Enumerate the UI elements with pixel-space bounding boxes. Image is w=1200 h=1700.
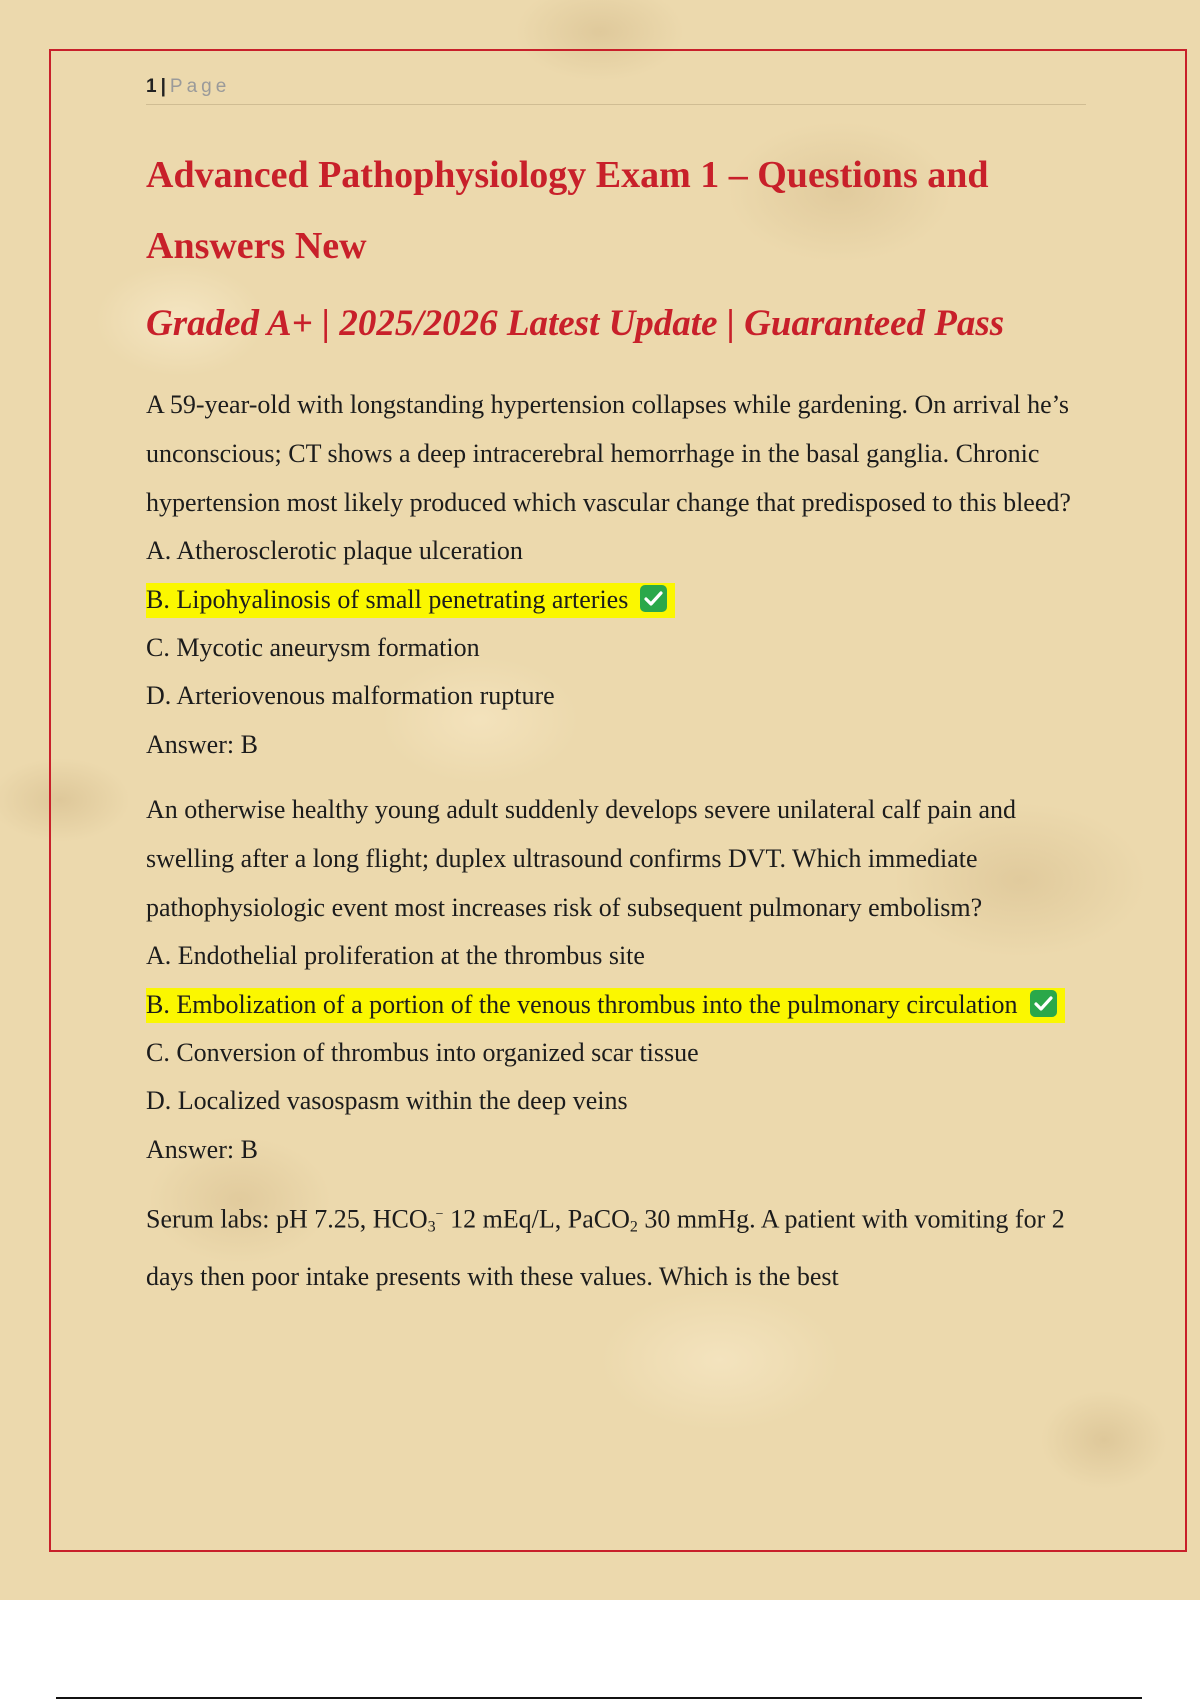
option-a <box>146 932 1096 980</box>
question-3 <box>146 1190 1096 1301</box>
question-stem <box>146 1190 1096 1301</box>
option-text: C. Mycotic aneurysm formation <box>146 633 480 662</box>
check-icon <box>640 585 667 612</box>
option-a <box>146 527 1096 575</box>
superscript: − <box>435 1207 444 1222</box>
option-c <box>146 1029 1096 1077</box>
page-separator: | <box>160 76 166 97</box>
option-text: A. Atherosclerotic plaque ulceration <box>146 536 523 565</box>
stem-text: 12 mEq/L, PaCO <box>443 1204 630 1234</box>
question-2 <box>146 785 1096 1174</box>
highlighted-option <box>146 583 675 618</box>
subscript: 3 <box>427 1218 436 1236</box>
stem-text: Serum labs: pH 7.25, HCO <box>146 1204 428 1234</box>
check-icon <box>1030 990 1057 1017</box>
option-text: B. Embolization of a portion of the venous thrombus into the pulmonary circulation <box>146 990 1018 1019</box>
option-c <box>146 624 1096 672</box>
answer-line: Answer: B <box>146 1135 258 1164</box>
subscript: 2 <box>629 1218 638 1236</box>
option-text: A. Endothelial proliferation at the thrombus site <box>146 941 645 970</box>
option-b-correct <box>146 980 1096 1029</box>
option-b-correct <box>146 575 1096 624</box>
option-text: D. Arteriovenous malformation rupture <box>146 681 555 710</box>
question-stem: A 59-year-old with longstanding hypertension collapses while gardening. On arrival he’s unconscious; CT shows a deep intracerebral hemorrhage in the basal ganglia. Chronic hypertension most likely produced which vascular change that predisposed to this bleed? <box>146 390 1071 517</box>
option-d <box>146 1077 1096 1125</box>
highlighted-option <box>146 988 1065 1023</box>
page-label: Page <box>169 76 231 97</box>
option-text: D. Localized vasospasm within the deep veins <box>146 1086 628 1115</box>
question-list <box>146 380 1096 1317</box>
footer-rule <box>56 1697 1142 1699</box>
question-1 <box>146 380 1096 769</box>
page-header <box>146 76 1086 105</box>
document-subtitle: Graded A+ | 2025/2026 Latest Update | Guaranteed Pass <box>146 303 1005 344</box>
answer-line: Answer: B <box>146 730 258 759</box>
page-number: 1 <box>146 76 157 97</box>
option-text: C. Conversion of thrombus into organized scar tissue <box>146 1038 699 1067</box>
question-stem: An otherwise healthy young adult suddenly develops severe unilateral calf pain and swelling after a long flight; duplex ultrasound confirms DVT. Which immediate pathophysiologic event most increases risk of subsequent pulmonary embolism? <box>146 795 1017 922</box>
option-text: B. Lipohyalinosis of small penetrating arteries <box>146 585 629 614</box>
document-title: Advanced Pathophysiology Exam 1 – Questions and Answers New <box>146 154 989 267</box>
option-d <box>146 672 1096 720</box>
stem-text: 30 mmHg. A patient with vomiting for 2 days then poor intake presents with these values. Which is the best <box>146 1204 1065 1291</box>
